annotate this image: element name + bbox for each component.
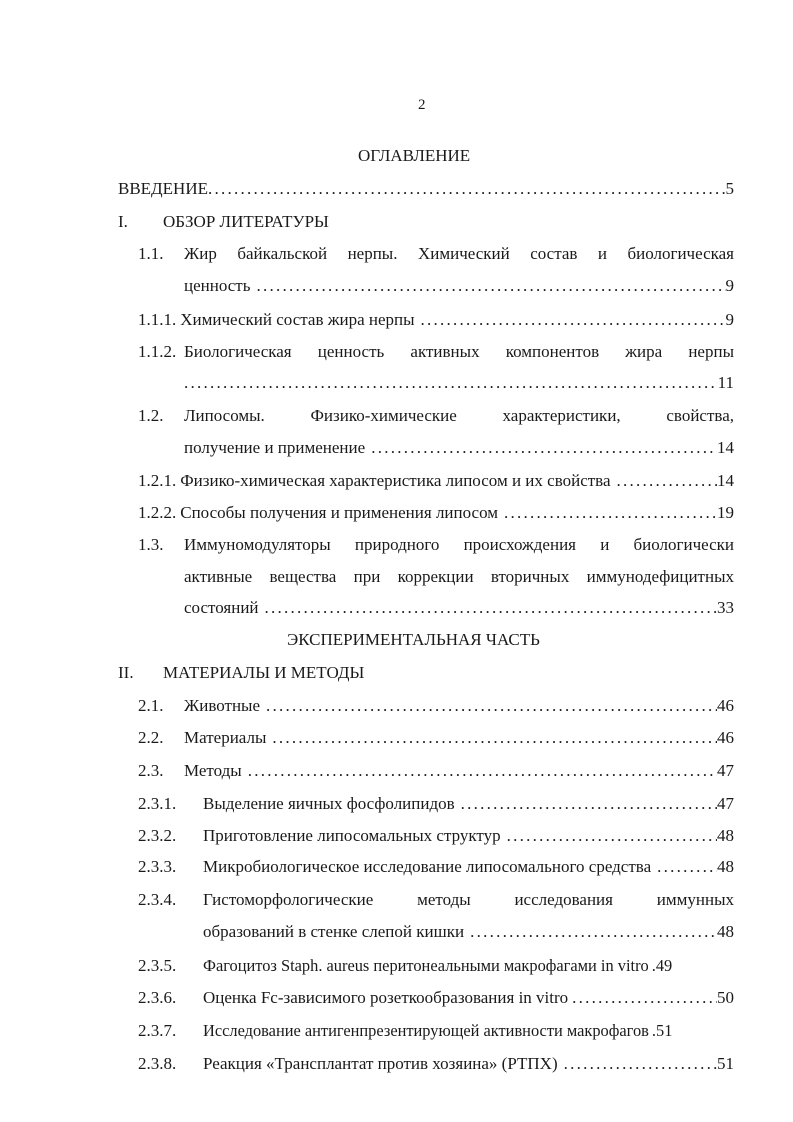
toc-label: состояний (184, 598, 259, 617)
toc-label: Способы получения и применения липосом (180, 503, 499, 522)
toc-part-label[interactable]: МАТЕРИАЛЫ И МЕТОДЫ (163, 663, 365, 682)
toc-number: 2.3.2. (138, 826, 177, 845)
toc-number: 2.3. (138, 761, 164, 780)
toc-entry-2-3-7[interactable]: Исследование антигенпрезентирующей активности макрофагов . 51 (203, 1021, 673, 1040)
toc-number: 1.3. (138, 535, 164, 554)
toc-entry-1-3[interactable] (184, 598, 734, 618)
toc-label[interactable]: Липосомы. Физико-химические характеристики, свойства, (184, 406, 734, 425)
leader-dots (572, 988, 717, 1008)
toc-label: Выделение яичных фосфолипидов (203, 794, 455, 813)
leader-dots (470, 922, 717, 942)
leader-dots (265, 598, 717, 618)
leader-dots (507, 826, 717, 846)
toc-entry-intro[interactable] (118, 179, 734, 199)
toc-part-label[interactable]: ОБЗОР ЛИТЕРАТУРЫ (163, 212, 329, 231)
leader-dots (371, 438, 717, 458)
toc-page: 48 (717, 922, 734, 941)
toc-label: Микробиологическое исследование липосомального средства (203, 857, 652, 876)
toc-number: 2.3.4. (138, 890, 177, 909)
toc-page: 14 (717, 471, 734, 490)
toc-number: 1.1. (138, 244, 164, 263)
toc-page: 11 (717, 373, 734, 392)
toc-number: 2.2. (138, 728, 164, 747)
section-heading-experimental: ЭКСПЕРИМЕНТАЛЬНАЯ ЧАСТЬ (287, 630, 540, 649)
toc-label[interactable]: Гистоморфологические методы исследования иммунных (203, 890, 734, 909)
toc-label: образований в стенке слепой кишки (203, 922, 465, 941)
toc-page: 47 (717, 794, 734, 813)
toc-label[interactable]: Иммуномодуляторы природного происхождения и биологически (184, 535, 734, 554)
toc-entry-2-3-5[interactable]: Фагоцитоз Staph. aureus перитонеальными макрофагами in vitro . 49 (203, 956, 673, 975)
toc-entry-2-3-1[interactable] (203, 794, 734, 814)
toc-page: 33 (717, 598, 734, 617)
toc-number: 1.1.1. (138, 310, 177, 329)
toc-entry-1-2-1[interactable] (138, 471, 734, 491)
toc-label: получение и применение (184, 438, 366, 457)
toc-page: 19 (717, 503, 734, 522)
toc-title: ОГЛАВЛЕНИЕ (358, 146, 471, 165)
toc-entry-2-3-3[interactable] (203, 857, 734, 877)
leader-dots (421, 310, 726, 330)
toc-entry-2-3[interactable] (184, 761, 734, 781)
leader-dots (248, 761, 717, 781)
toc-part-number: II. (118, 663, 134, 682)
page-number: 2 (418, 97, 426, 113)
toc-number: 2.1. (138, 696, 164, 715)
toc-entry-1-1[interactable] (184, 276, 734, 296)
toc-label[interactable]: Жир байкальской нерпы. Химический состав и биологическая (184, 244, 734, 263)
toc-entry-2-3-4[interactable] (203, 922, 734, 942)
toc-entry-1-1-1[interactable] (138, 310, 734, 330)
toc-entry-1-1-2[interactable] (184, 373, 734, 393)
toc-label: ВВЕДЕНИЕ (118, 179, 208, 198)
toc-label: Реакция «Трансплантат против хозяина» (РТПХ) (203, 1054, 558, 1073)
leader-dots (617, 471, 717, 491)
toc-label: Животные (184, 696, 261, 715)
toc-label: Методы (184, 761, 242, 780)
toc-page: 9 (725, 276, 734, 295)
toc-page: 5 (725, 179, 734, 198)
toc-label: Оценка Fc-зависимого розеткообразования in vitro (203, 988, 569, 1007)
toc-number: 1.2.1. (138, 471, 177, 490)
toc-page: 49 (655, 956, 673, 975)
toc-label[interactable]: Биологическая ценность активных компонентов жира нерпы (184, 342, 734, 361)
leader-dots (266, 696, 717, 716)
toc-entry-1-2[interactable] (184, 438, 734, 458)
toc-number: 2.3.1. (138, 794, 177, 813)
toc-label: Приготовление липосомальных структур (203, 826, 501, 845)
leader-dots (257, 276, 726, 296)
toc-label: Фагоцитоз Staph. aureus перитонеальными макрофагами in vitro (203, 956, 649, 975)
leader-dots (504, 503, 717, 523)
toc-page: 50 (717, 988, 734, 1007)
toc-label[interactable]: активные вещества при коррекции вторичных иммунодефицитных (184, 567, 734, 586)
toc-label: Физико-химическая характеристика липосом и их свойства (180, 471, 611, 490)
toc-entry-2-3-8[interactable] (203, 1054, 734, 1074)
leader-dots (564, 1054, 717, 1074)
toc-entry-1-2-2[interactable] (138, 503, 734, 523)
toc-label: Материалы (184, 728, 267, 747)
toc-number: 1.1.2. (138, 342, 177, 361)
toc-label: Исследование антигенпрезентирующей активности макрофагов (203, 1021, 649, 1040)
toc-page: 46 (717, 728, 734, 747)
toc-number: 1.2. (138, 406, 164, 425)
toc-label: ценность (184, 276, 251, 295)
toc-number: 1.2.2. (138, 503, 177, 522)
toc-entry-2-3-6[interactable] (203, 988, 734, 1008)
toc-number: 2.3.6. (138, 988, 177, 1007)
leader-dots (184, 373, 718, 393)
toc-page: 48 (717, 857, 734, 876)
toc-entry-2-1[interactable] (184, 696, 734, 716)
toc-number: 2.3.5. (138, 956, 177, 975)
toc-label: Химический состав жира нерпы (180, 310, 415, 329)
leader-dots (461, 794, 717, 814)
toc-page: 14 (717, 438, 734, 457)
toc-number: 2.3.8. (138, 1054, 177, 1073)
leader-dots (657, 857, 717, 877)
toc-page: 48 (717, 826, 734, 845)
leader-dots (208, 179, 726, 199)
toc-entry-2-2[interactable] (184, 728, 734, 748)
toc-page: 47 (717, 761, 734, 780)
toc-number: 2.3.7. (138, 1021, 177, 1040)
toc-page: 46 (717, 696, 734, 715)
toc-page: 9 (725, 310, 734, 329)
toc-part-number: I. (118, 212, 128, 231)
toc-entry-2-3-2[interactable] (203, 826, 734, 846)
leader-dots (272, 728, 717, 748)
toc-page: 51 (717, 1054, 734, 1073)
toc-page: 51 (656, 1021, 673, 1040)
toc-number: 2.3.3. (138, 857, 177, 876)
